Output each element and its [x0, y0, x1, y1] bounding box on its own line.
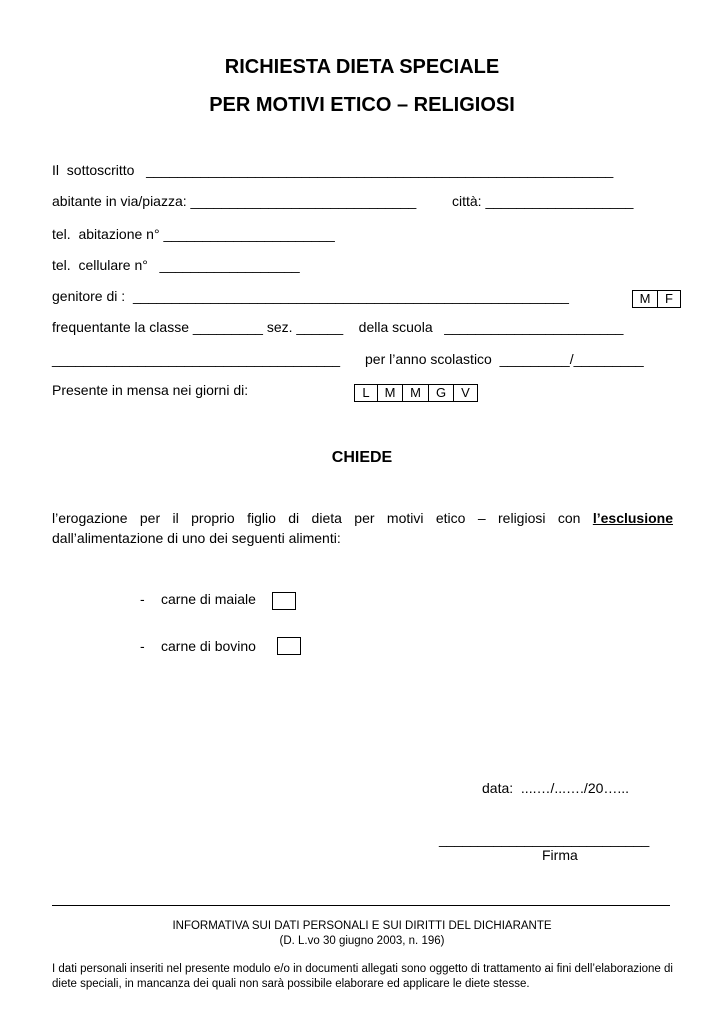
- pork-checkbox[interactable]: [272, 592, 296, 610]
- day-lunedi[interactable]: L: [362, 385, 370, 400]
- day-martedi[interactable]: M: [377, 385, 402, 401]
- privacy-heading: INFORMATIVA SUI DATI PERSONALI E SUI DIRITTI DEL DICHIARANTE: [172, 920, 552, 932]
- signature-line[interactable]: ___________________________: [439, 831, 650, 847]
- request-paragraph: l’erogazione per il proprio figlio di dieta per motivi etico – religiosi con l’esclusione dall’alimentazione di uno dei seguenti alimenti:: [52, 510, 673, 546]
- signature-label: Firma: [542, 847, 578, 863]
- beef-checkbox[interactable]: [277, 637, 301, 655]
- address-field[interactable]: abitante in via/piazza: _____________________________: [52, 193, 417, 209]
- privacy-text: I dati personali inseriti nel presente modulo e/o in documenti allegati sono oggetto di trattamento ai fini dell’elaborazione di diete speciali, in mancanza dei quali non sarà possibile elaborare ed applicare le diete stesse.: [52, 963, 673, 990]
- option-label-beef: carne di bovino: [161, 638, 256, 654]
- chiede-heading: CHIEDE: [331, 449, 393, 466]
- option-dash: -: [140, 591, 145, 607]
- exclusion-emphasis: l’esclusione: [592, 510, 673, 526]
- day-giovedi[interactable]: G: [428, 385, 453, 401]
- sex-selector[interactable]: [632, 290, 681, 308]
- footer-divider: [52, 905, 670, 906]
- sex-option-f[interactable]: F: [657, 291, 680, 307]
- date-field[interactable]: data: ....…/...…./20…...: [482, 780, 630, 796]
- sottoscritto-field[interactable]: Il sottoscritto ____________________________________________________________: [52, 162, 614, 178]
- form-title: RICHIESTA DIETA SPECIALE: [224, 56, 500, 78]
- parent-of-field[interactable]: genitore di : ________________________________________________________: [52, 288, 569, 304]
- day-venerdi[interactable]: V: [453, 385, 477, 401]
- form-subtitle: PER MOTIVI ETICO – RELIGIOSI: [209, 94, 515, 116]
- sex-option-m[interactable]: M: [639, 291, 651, 306]
- day-mercoledi[interactable]: M: [402, 385, 428, 401]
- school-name-field[interactable]: _____________________________________: [52, 351, 341, 367]
- days-selector[interactable]: [354, 384, 478, 402]
- mobile-phone-field[interactable]: tel. cellulare n° __________________: [52, 257, 300, 273]
- option-dash: -: [140, 638, 145, 654]
- home-phone-field[interactable]: tel. abitazione n° ______________________: [52, 226, 335, 242]
- privacy-subheading: (D. L.vo 30 giugno 2003, n. 196): [279, 935, 445, 947]
- option-label-pork: carne di maiale: [161, 591, 256, 607]
- school-year-field[interactable]: per l’anno scolastico _________/_________: [365, 351, 644, 367]
- class-school-field[interactable]: frequentante la classe _________ sez. ______ della scuola _______________________: [52, 319, 624, 335]
- cafeteria-days-label: Presente in mensa nei giorni di:: [52, 382, 249, 398]
- city-field[interactable]: città: ___________________: [452, 193, 634, 209]
